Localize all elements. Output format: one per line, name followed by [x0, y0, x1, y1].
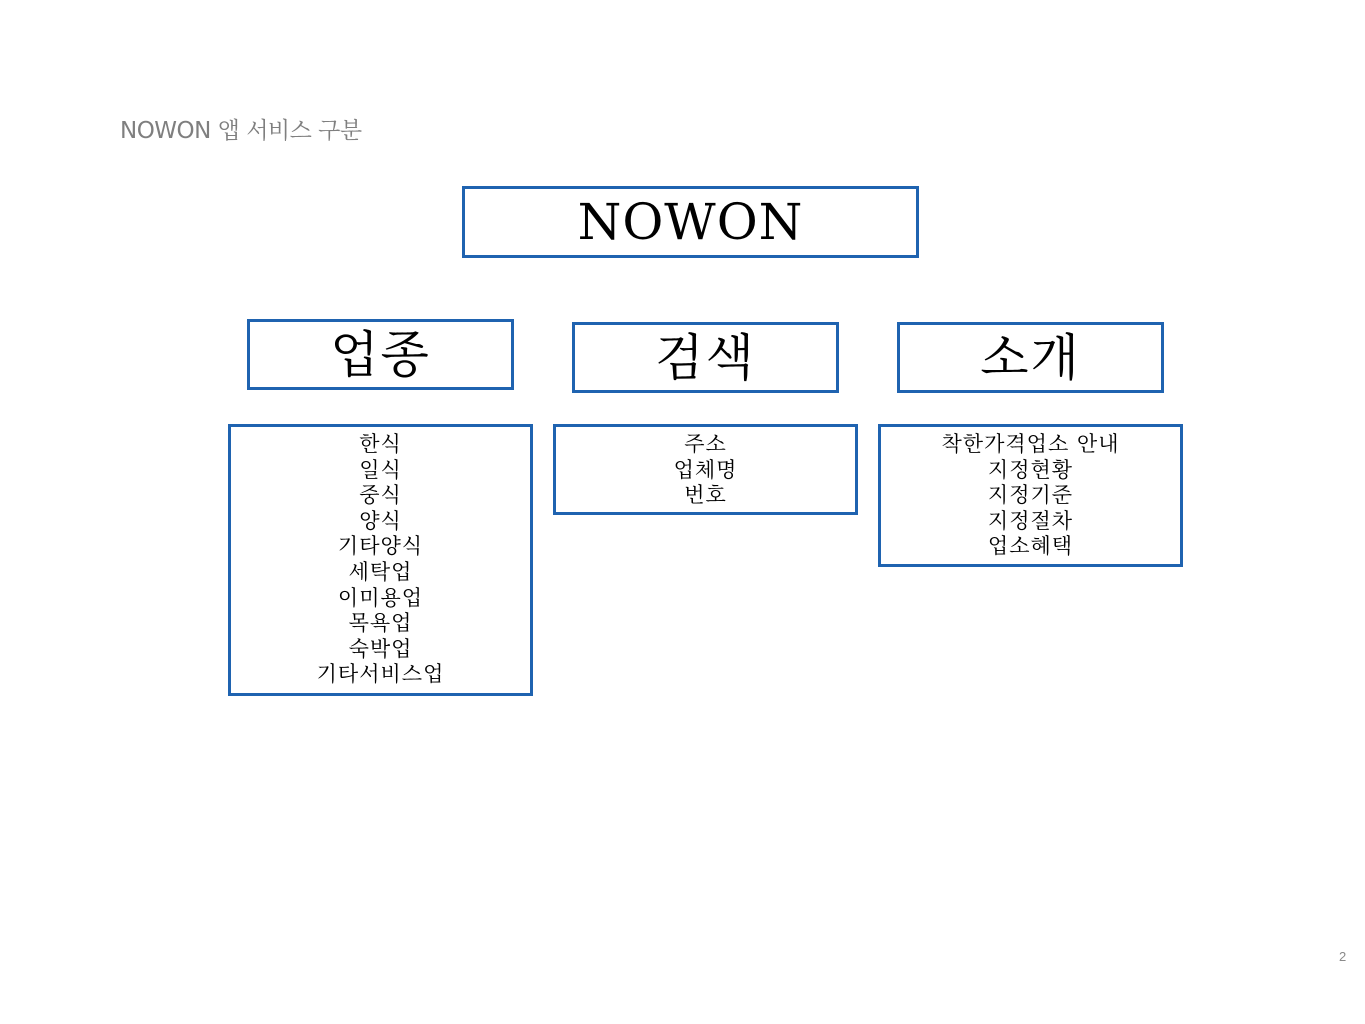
slide-title: NOWON 앱 서비스 구분 [120, 118, 362, 144]
item-list-box-search [553, 424, 858, 515]
category-box-intro [897, 322, 1164, 393]
list-item: 세탁업 [348, 559, 413, 584]
page-number: 2 [1339, 949, 1347, 964]
list-item: 착한가격업소 안내 [941, 432, 1120, 456]
list-item: 중식 [359, 483, 402, 508]
list-item: 기타양식 [337, 534, 424, 559]
root-node-box [462, 186, 919, 258]
list-item: 한식 [359, 432, 402, 456]
list-item: 목욕업 [348, 611, 413, 636]
list-item: 일식 [359, 457, 402, 482]
category-box-search [572, 322, 839, 393]
category-label-intro: 소개 [980, 328, 1081, 387]
list-item: 번호 [684, 483, 727, 508]
category-label-search: 검색 [655, 328, 756, 387]
category-label-industry: 업종 [330, 325, 431, 384]
category-box-industry [247, 319, 514, 390]
item-list-box-intro [878, 424, 1183, 567]
list-item: 이미용업 [337, 585, 424, 610]
list-item: 지정현황 [987, 457, 1074, 482]
list-item: 주소 [684, 432, 727, 456]
list-item: 지정기준 [987, 483, 1074, 508]
list-item: 지정절차 [987, 508, 1074, 533]
item-list-industry [317, 432, 445, 688]
item-list-box-industry [228, 424, 533, 696]
item-list-intro [942, 432, 1120, 560]
item-list-search [674, 432, 738, 509]
list-item: 업체명 [673, 457, 738, 482]
list-item: 기타서비스업 [316, 662, 445, 687]
list-item: 양식 [359, 508, 402, 533]
root-node-label: NOWON [577, 193, 804, 251]
list-item: 업소혜택 [987, 534, 1074, 559]
list-item: 숙박업 [348, 636, 413, 661]
